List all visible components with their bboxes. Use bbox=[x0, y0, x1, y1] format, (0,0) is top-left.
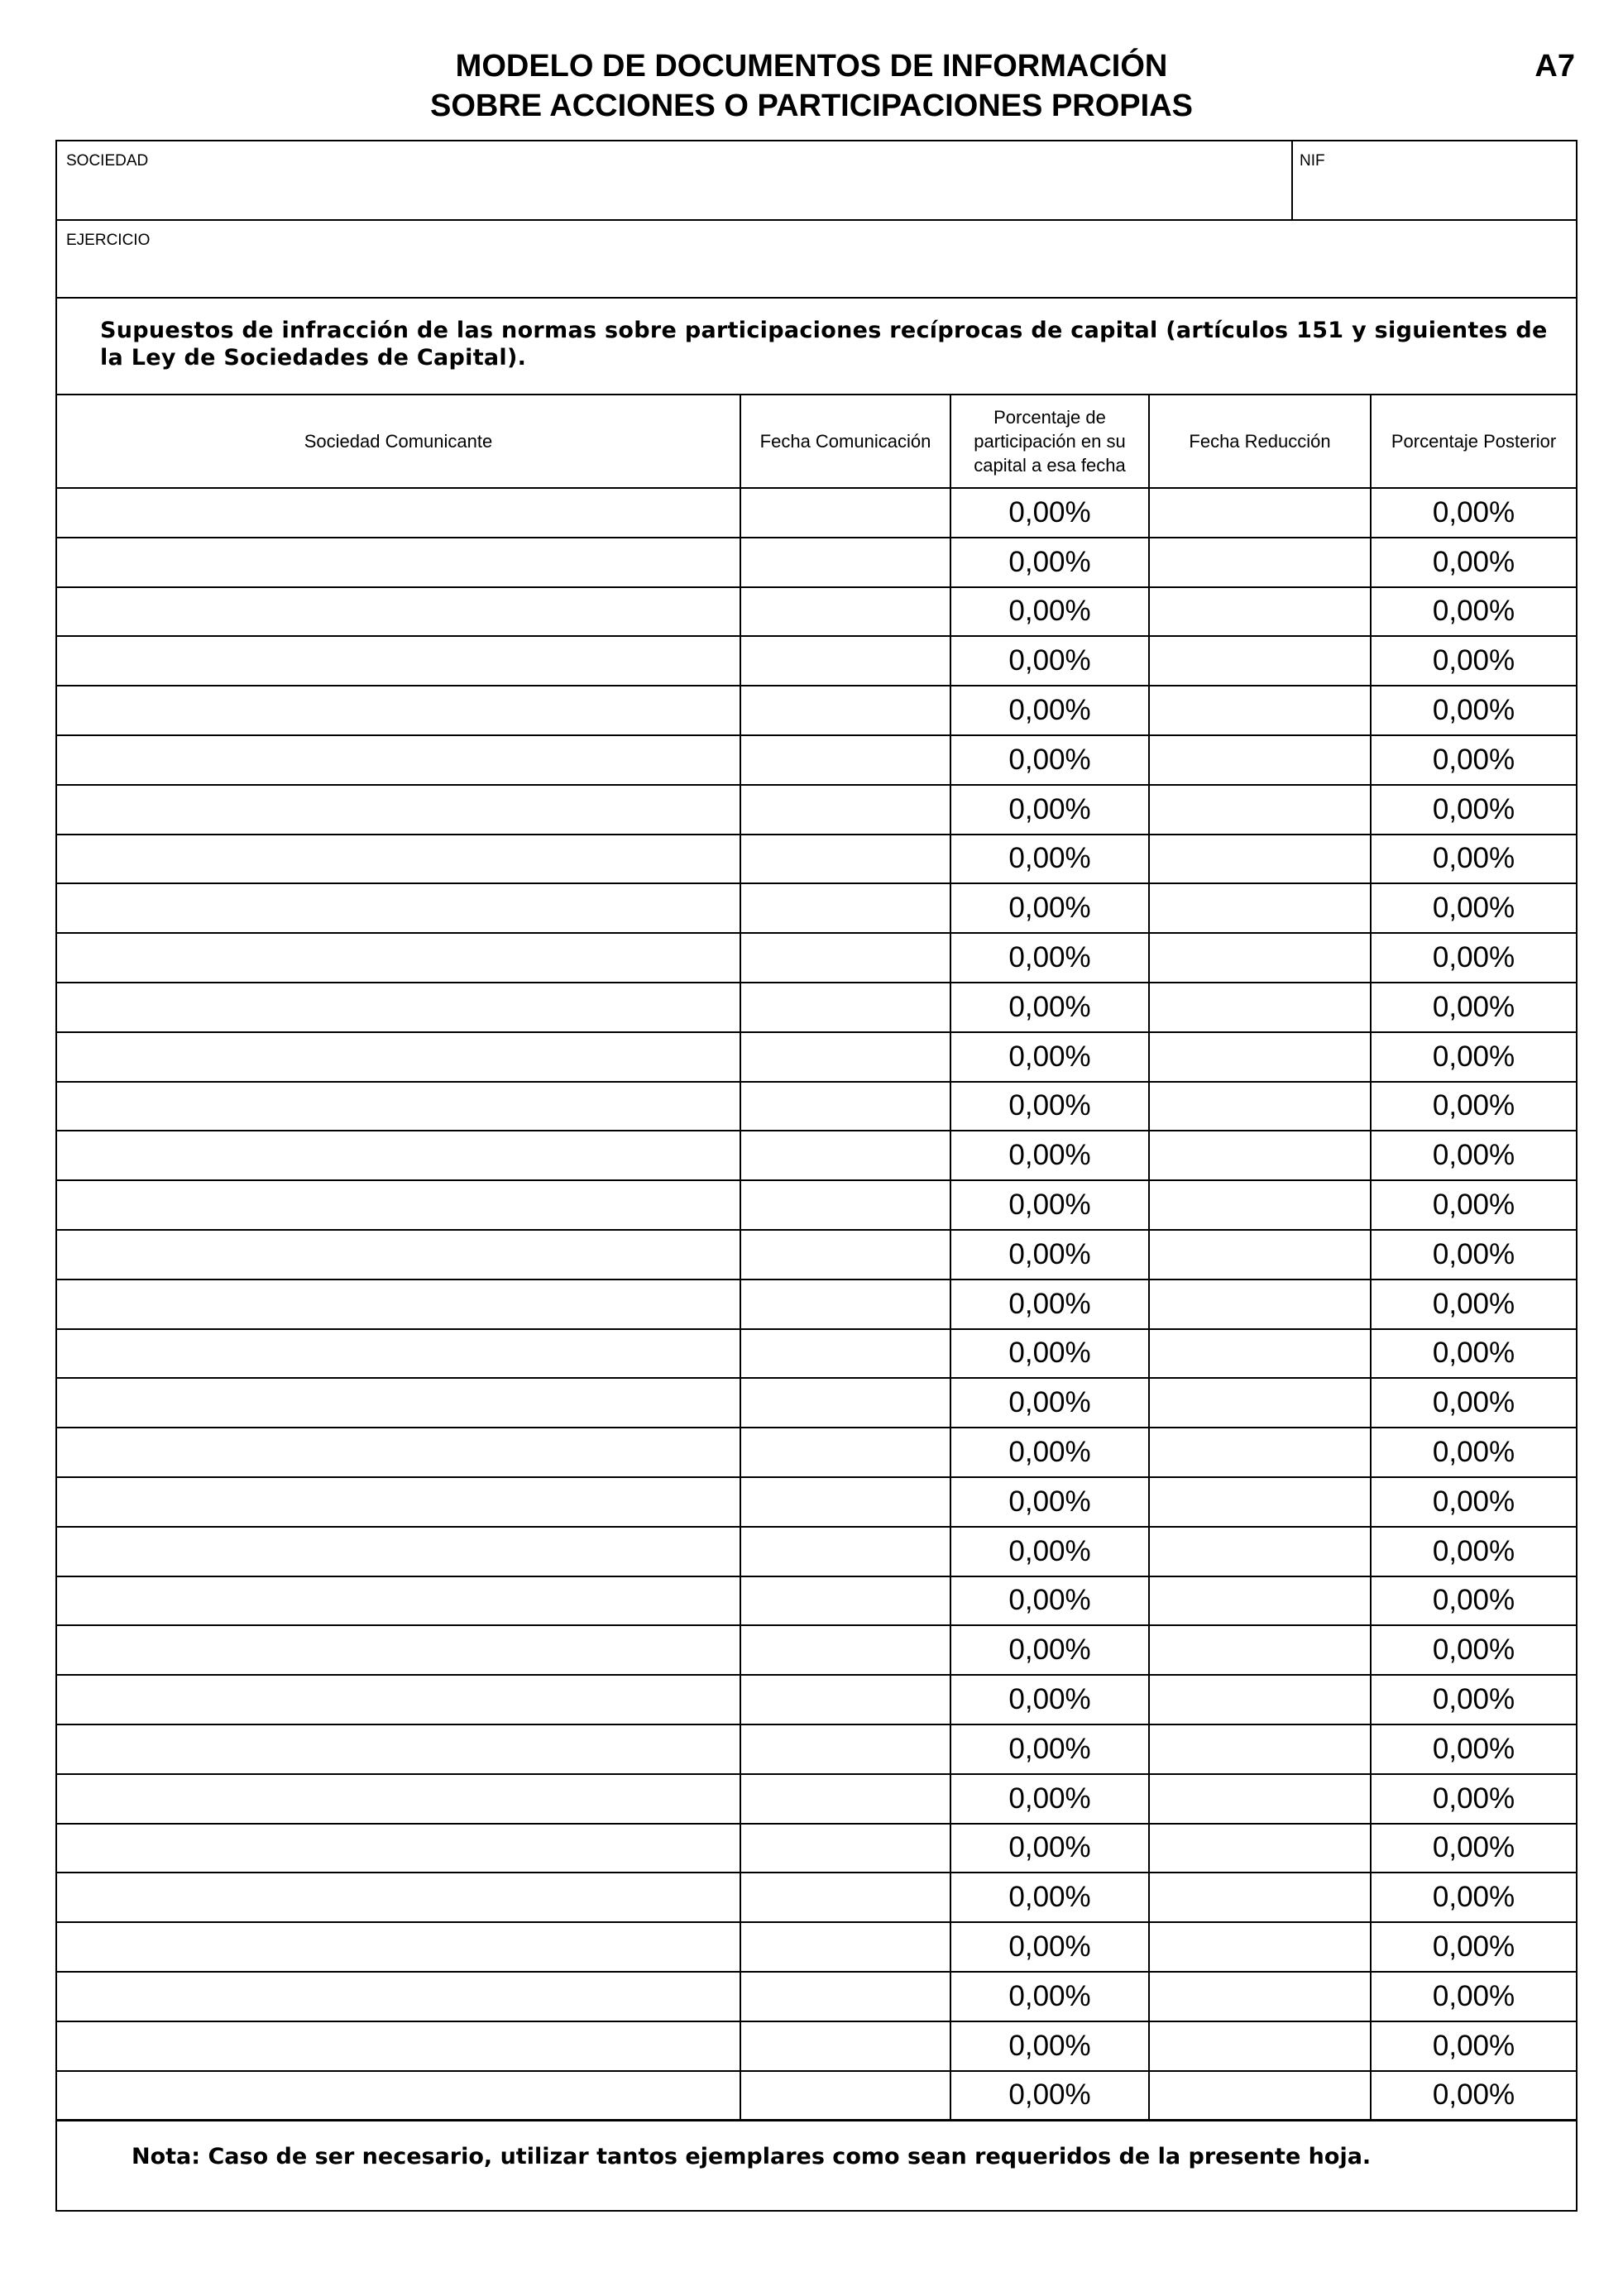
porcentaje-posterior-cell[interactable]: 0,00% bbox=[1371, 1230, 1576, 1280]
porcentaje-posterior-cell[interactable]: 0,00% bbox=[1371, 1032, 1576, 1082]
sociedad-comunicante-cell[interactable] bbox=[57, 1131, 740, 1180]
sociedad-comunicante-cell[interactable] bbox=[57, 1378, 740, 1428]
porcentaje-participacion-cell[interactable]: 0,00% bbox=[950, 1675, 1149, 1724]
fecha-reduccion-cell[interactable] bbox=[1149, 1032, 1371, 1082]
porcentaje-participacion-cell[interactable]: 0,00% bbox=[950, 1329, 1149, 1379]
fecha-comunicacion-cell[interactable] bbox=[740, 1180, 950, 1230]
fecha-reduccion-cell[interactable] bbox=[1149, 686, 1371, 735]
fecha-comunicacion-cell[interactable] bbox=[740, 1625, 950, 1675]
table-row bbox=[57, 1527, 1576, 1576]
table-row bbox=[57, 1922, 1576, 1972]
porcentaje-posterior-cell[interactable]: 0,00% bbox=[1371, 1329, 1576, 1379]
table-row bbox=[57, 587, 1576, 637]
porcentaje-participacion-cell[interactable]: 0,00% bbox=[950, 488, 1149, 538]
porcentaje-posterior-cell[interactable]: 0,00% bbox=[1371, 2021, 1576, 2071]
col-porcentaje-participacion: Porcentaje de participación en su capital a esa fecha bbox=[950, 395, 1149, 488]
fecha-reduccion-cell[interactable] bbox=[1149, 2071, 1371, 2121]
porcentaje-participacion-cell[interactable]: 0,00% bbox=[950, 1625, 1149, 1675]
porcentaje-posterior-cell[interactable]: 0,00% bbox=[1371, 1280, 1576, 1329]
table-row bbox=[57, 983, 1576, 1032]
sociedad-comunicante-cell[interactable] bbox=[57, 785, 740, 835]
sociedad-comunicante-cell[interactable] bbox=[57, 1082, 740, 1131]
porcentaje-posterior-cell[interactable]: 0,00% bbox=[1371, 686, 1576, 735]
fecha-comunicacion-cell[interactable] bbox=[740, 1873, 950, 1922]
fecha-reduccion-cell[interactable] bbox=[1149, 1625, 1371, 1675]
porcentaje-posterior-cell[interactable]: 0,00% bbox=[1371, 1724, 1576, 1774]
table-row bbox=[57, 835, 1576, 884]
porcentaje-posterior-cell[interactable]: 0,00% bbox=[1371, 636, 1576, 686]
fecha-reduccion-cell[interactable] bbox=[1149, 538, 1371, 587]
fecha-reduccion-cell[interactable] bbox=[1149, 587, 1371, 637]
porcentaje-posterior-cell[interactable]: 0,00% bbox=[1371, 933, 1576, 983]
porcentaje-participacion-cell[interactable]: 0,00% bbox=[950, 1873, 1149, 1922]
fecha-comunicacion-cell[interactable] bbox=[740, 1378, 950, 1428]
fecha-reduccion-cell[interactable] bbox=[1149, 785, 1371, 835]
fecha-reduccion-cell[interactable] bbox=[1149, 1675, 1371, 1724]
sociedad-comunicante-cell[interactable] bbox=[57, 1873, 740, 1922]
fecha-comunicacion-cell[interactable] bbox=[740, 1724, 950, 1774]
porcentaje-participacion-cell[interactable]: 0,00% bbox=[950, 933, 1149, 983]
fecha-comunicacion-cell[interactable] bbox=[740, 835, 950, 884]
table-row bbox=[57, 1180, 1576, 1230]
porcentaje-posterior-cell[interactable]: 0,00% bbox=[1371, 1675, 1576, 1724]
table-row bbox=[57, 1675, 1576, 1724]
fecha-reduccion-cell[interactable] bbox=[1149, 1972, 1371, 2021]
porcentaje-posterior-cell[interactable]: 0,00% bbox=[1371, 1082, 1576, 1131]
sociedad-comunicante-cell[interactable] bbox=[57, 1724, 740, 1774]
table-row bbox=[57, 1972, 1576, 2021]
fecha-comunicacion-cell[interactable] bbox=[740, 1527, 950, 1576]
fecha-reduccion-cell[interactable] bbox=[1149, 1230, 1371, 1280]
porcentaje-participacion-cell[interactable]: 0,00% bbox=[950, 1032, 1149, 1082]
porcentaje-posterior-cell[interactable]: 0,00% bbox=[1371, 538, 1576, 587]
fecha-reduccion-cell[interactable] bbox=[1149, 735, 1371, 785]
table-row bbox=[57, 1230, 1576, 1280]
fecha-comunicacion-cell[interactable] bbox=[740, 587, 950, 637]
col-sociedad-comunicante: Sociedad Comunicante bbox=[57, 395, 740, 488]
porcentaje-posterior-cell[interactable]: 0,00% bbox=[1371, 1873, 1576, 1922]
table-row bbox=[57, 1032, 1576, 1082]
fecha-comunicacion-cell[interactable] bbox=[740, 488, 950, 538]
porcentaje-participacion-cell[interactable]: 0,00% bbox=[950, 785, 1149, 835]
porcentaje-posterior-cell[interactable]: 0,00% bbox=[1371, 1774, 1576, 1824]
sociedad-comunicante-cell[interactable] bbox=[57, 538, 740, 587]
table-row bbox=[57, 785, 1576, 835]
table-row bbox=[57, 686, 1576, 735]
porcentaje-posterior-cell[interactable]: 0,00% bbox=[1371, 1527, 1576, 1576]
porcentaje-posterior-cell[interactable]: 0,00% bbox=[1371, 983, 1576, 1032]
fecha-reduccion-cell[interactable] bbox=[1149, 1724, 1371, 1774]
fecha-comunicacion-cell[interactable] bbox=[740, 1576, 950, 1626]
table-row bbox=[57, 1378, 1576, 1428]
fecha-reduccion-cell[interactable] bbox=[1149, 1082, 1371, 1131]
fecha-comunicacion-cell[interactable] bbox=[740, 1280, 950, 1329]
fecha-comunicacion-cell[interactable] bbox=[740, 538, 950, 587]
fecha-reduccion-cell[interactable] bbox=[1149, 2021, 1371, 2071]
porcentaje-posterior-cell[interactable]: 0,00% bbox=[1371, 1477, 1576, 1527]
table-row bbox=[57, 636, 1576, 686]
sociedad-comunicante-cell[interactable] bbox=[57, 883, 740, 933]
table-row bbox=[57, 735, 1576, 785]
title-line-2: SOBRE ACCIONES O PARTICIPACIONES PROPIAS bbox=[430, 88, 1193, 123]
porcentaje-participacion-cell[interactable]: 0,00% bbox=[950, 1724, 1149, 1774]
sociedad-row bbox=[57, 141, 1576, 221]
fecha-comunicacion-cell[interactable] bbox=[740, 1131, 950, 1180]
porcentaje-participacion-cell[interactable]: 0,00% bbox=[950, 1972, 1149, 2021]
fecha-comunicacion-cell[interactable] bbox=[740, 1922, 950, 1972]
porcentaje-posterior-cell[interactable]: 0,00% bbox=[1371, 1824, 1576, 1873]
fecha-comunicacion-cell[interactable] bbox=[740, 1824, 950, 1873]
porcentaje-participacion-cell[interactable]: 0,00% bbox=[950, 1378, 1149, 1428]
porcentaje-posterior-cell[interactable]: 0,00% bbox=[1371, 835, 1576, 884]
fecha-comunicacion-cell[interactable] bbox=[740, 735, 950, 785]
col-fecha-reduccion: Fecha Reducción bbox=[1149, 395, 1371, 488]
fecha-reduccion-cell[interactable] bbox=[1149, 488, 1371, 538]
sociedad-comunicante-cell[interactable] bbox=[57, 1230, 740, 1280]
fecha-comunicacion-cell[interactable] bbox=[740, 1230, 950, 1280]
porcentaje-posterior-cell[interactable]: 0,00% bbox=[1371, 488, 1576, 538]
porcentaje-participacion-cell[interactable]: 0,00% bbox=[950, 2071, 1149, 2121]
porcentaje-participacion-cell[interactable]: 0,00% bbox=[950, 1527, 1149, 1576]
fecha-reduccion-cell[interactable] bbox=[1149, 835, 1371, 884]
sociedad-comunicante-cell[interactable] bbox=[57, 2021, 740, 2071]
sociedad-comunicante-cell[interactable] bbox=[57, 1477, 740, 1527]
fecha-comunicacion-cell[interactable] bbox=[740, 1329, 950, 1379]
fecha-reduccion-cell[interactable] bbox=[1149, 1378, 1371, 1428]
fecha-comunicacion-cell[interactable] bbox=[740, 636, 950, 686]
porcentaje-participacion-cell[interactable]: 0,00% bbox=[950, 735, 1149, 785]
table-row bbox=[57, 933, 1576, 983]
sociedad-comunicante-cell[interactable] bbox=[57, 1576, 740, 1626]
table-row bbox=[57, 1625, 1576, 1675]
fecha-comunicacion-cell[interactable] bbox=[740, 686, 950, 735]
porcentaje-participacion-cell[interactable]: 0,00% bbox=[950, 1576, 1149, 1626]
form-code: A7 bbox=[1534, 49, 1575, 84]
sociedad-comunicante-cell[interactable] bbox=[57, 686, 740, 735]
porcentaje-participacion-cell[interactable]: 0,00% bbox=[950, 1428, 1149, 1477]
sociedad-comunicante-cell[interactable] bbox=[57, 1824, 740, 1873]
porcentaje-participacion-cell[interactable]: 0,00% bbox=[950, 1131, 1149, 1180]
porcentaje-participacion-cell[interactable]: 0,00% bbox=[950, 686, 1149, 735]
porcentaje-participacion-cell[interactable]: 0,00% bbox=[950, 1230, 1149, 1280]
fecha-reduccion-cell[interactable] bbox=[1149, 933, 1371, 983]
table-row bbox=[57, 1774, 1576, 1824]
ejercicio-row[interactable] bbox=[57, 221, 1576, 299]
table-row bbox=[57, 488, 1576, 538]
porcentaje-participacion-cell[interactable]: 0,00% bbox=[950, 835, 1149, 884]
porcentaje-participacion-cell[interactable]: 0,00% bbox=[950, 1824, 1149, 1873]
porcentaje-posterior-cell[interactable]: 0,00% bbox=[1371, 1972, 1576, 2021]
fecha-comunicacion-cell[interactable] bbox=[740, 933, 950, 983]
porcentaje-participacion-cell[interactable]: 0,00% bbox=[950, 1477, 1149, 1527]
porcentaje-participacion-cell[interactable]: 0,00% bbox=[950, 1082, 1149, 1131]
porcentaje-participacion-cell[interactable]: 0,00% bbox=[950, 587, 1149, 637]
fecha-reduccion-cell[interactable] bbox=[1149, 1527, 1371, 1576]
fecha-reduccion-cell[interactable] bbox=[1149, 1428, 1371, 1477]
porcentaje-participacion-cell[interactable]: 0,00% bbox=[950, 1774, 1149, 1824]
table-row bbox=[57, 1724, 1576, 1774]
sociedad-comunicante-cell[interactable] bbox=[57, 735, 740, 785]
porcentaje-posterior-cell[interactable]: 0,00% bbox=[1371, 587, 1576, 637]
fecha-reduccion-cell[interactable] bbox=[1149, 983, 1371, 1032]
sociedad-comunicante-cell[interactable] bbox=[57, 1280, 740, 1329]
table-row bbox=[57, 2021, 1576, 2071]
table-row bbox=[57, 1329, 1576, 1379]
porcentaje-posterior-cell[interactable]: 0,00% bbox=[1371, 1625, 1576, 1675]
fecha-comunicacion-cell[interactable] bbox=[740, 2071, 950, 2121]
sociedad-comunicante-cell[interactable] bbox=[57, 1625, 740, 1675]
sociedad-comunicante-cell[interactable] bbox=[57, 1774, 740, 1824]
participations-table bbox=[57, 395, 1576, 2121]
fecha-reduccion-cell[interactable] bbox=[1149, 1922, 1371, 1972]
table-row bbox=[57, 1082, 1576, 1131]
sociedad-comunicante-cell[interactable] bbox=[57, 983, 740, 1032]
sociedad-comunicante-cell[interactable] bbox=[57, 587, 740, 637]
sociedad-comunicante-cell[interactable] bbox=[57, 1922, 740, 1972]
fecha-comunicacion-cell[interactable] bbox=[740, 983, 950, 1032]
sociedad-comunicante-cell[interactable] bbox=[57, 1180, 740, 1230]
nif-label: NIF bbox=[1300, 152, 1325, 170]
footnote: Nota: Caso de ser necesario, utilizar tantos ejemplares como sean requeridos de la presente hoja. bbox=[132, 2144, 1372, 2169]
page-title bbox=[0, 46, 1623, 126]
porcentaje-participacion-cell[interactable]: 0,00% bbox=[950, 983, 1149, 1032]
table-row bbox=[57, 1873, 1576, 1922]
table-header-row bbox=[57, 395, 1576, 488]
form-frame bbox=[55, 140, 1578, 2212]
sociedad-comunicante-cell[interactable] bbox=[57, 1329, 740, 1379]
fecha-reduccion-cell[interactable] bbox=[1149, 1576, 1371, 1626]
sociedad-comunicante-cell[interactable] bbox=[57, 1972, 740, 2021]
porcentaje-participacion-cell[interactable]: 0,00% bbox=[950, 636, 1149, 686]
fecha-reduccion-cell[interactable] bbox=[1149, 1131, 1371, 1180]
porcentaje-participacion-cell[interactable]: 0,00% bbox=[950, 883, 1149, 933]
ejercicio-label: EJERCICIO bbox=[66, 232, 151, 249]
table-row bbox=[57, 1576, 1576, 1626]
section-text: Supuestos de infracción de las normas sobre participaciones recíprocas de capital (artículos 151 y siguientes de la Ley de Sociedades de Capital). bbox=[100, 318, 1548, 371]
fecha-comunicacion-cell[interactable] bbox=[740, 1972, 950, 2021]
fecha-reduccion-cell[interactable] bbox=[1149, 636, 1371, 686]
table-row bbox=[57, 538, 1576, 587]
fecha-reduccion-cell[interactable] bbox=[1149, 1477, 1371, 1527]
fecha-reduccion-cell[interactable] bbox=[1149, 1280, 1371, 1329]
table-row bbox=[57, 1477, 1576, 1527]
nif-cell[interactable] bbox=[1291, 141, 1293, 219]
fecha-comunicacion-cell[interactable] bbox=[740, 1082, 950, 1131]
sociedad-comunicante-cell[interactable] bbox=[57, 1675, 740, 1724]
fecha-comunicacion-cell[interactable] bbox=[740, 883, 950, 933]
fecha-comunicacion-cell[interactable] bbox=[740, 1477, 950, 1527]
porcentaje-posterior-cell[interactable]: 0,00% bbox=[1371, 1180, 1576, 1230]
col-fecha-comunicacion: Fecha Comunicación bbox=[740, 395, 950, 488]
porcentaje-posterior-cell[interactable]: 0,00% bbox=[1371, 1378, 1576, 1428]
fecha-comunicacion-cell[interactable] bbox=[740, 2021, 950, 2071]
sociedad-comunicante-cell[interactable] bbox=[57, 1527, 740, 1576]
fecha-comunicacion-cell[interactable] bbox=[740, 1774, 950, 1824]
porcentaje-participacion-cell[interactable]: 0,00% bbox=[950, 1922, 1149, 1972]
porcentaje-participacion-cell[interactable]: 0,00% bbox=[950, 1180, 1149, 1230]
sociedad-comunicante-cell[interactable] bbox=[57, 636, 740, 686]
sociedad-label: SOCIEDAD bbox=[66, 152, 149, 170]
porcentaje-participacion-cell[interactable]: 0,00% bbox=[950, 538, 1149, 587]
fecha-reduccion-cell[interactable] bbox=[1149, 1824, 1371, 1873]
table-row bbox=[57, 2071, 1576, 2121]
sociedad-comunicante-cell[interactable] bbox=[57, 488, 740, 538]
fecha-reduccion-cell[interactable] bbox=[1149, 1873, 1371, 1922]
sociedad-comunicante-cell[interactable] bbox=[57, 835, 740, 884]
sociedad-comunicante-cell[interactable] bbox=[57, 933, 740, 983]
title-line-1: MODELO DE DOCUMENTOS DE INFORMACIÓN bbox=[455, 49, 1168, 84]
table-row bbox=[57, 1824, 1576, 1873]
table-row bbox=[57, 1428, 1576, 1477]
porcentaje-posterior-cell[interactable]: 0,00% bbox=[1371, 1428, 1576, 1477]
porcentaje-posterior-cell[interactable]: 0,00% bbox=[1371, 785, 1576, 835]
fecha-reduccion-cell[interactable] bbox=[1149, 883, 1371, 933]
table-row bbox=[57, 1131, 1576, 1180]
porcentaje-posterior-cell[interactable]: 0,00% bbox=[1371, 1576, 1576, 1626]
porcentaje-participacion-cell[interactable]: 0,00% bbox=[950, 2021, 1149, 2071]
fecha-comunicacion-cell[interactable] bbox=[740, 1675, 950, 1724]
table-row bbox=[57, 1280, 1576, 1329]
fecha-reduccion-cell[interactable] bbox=[1149, 1329, 1371, 1379]
porcentaje-posterior-cell[interactable]: 0,00% bbox=[1371, 1922, 1576, 1972]
table-row bbox=[57, 883, 1576, 933]
fecha-comunicacion-cell[interactable] bbox=[740, 1032, 950, 1082]
col-porcentaje-posterior: Porcentaje Posterior bbox=[1371, 395, 1576, 488]
porcentaje-posterior-cell[interactable]: 0,00% bbox=[1371, 735, 1576, 785]
porcentaje-posterior-cell[interactable]: 0,00% bbox=[1371, 2071, 1576, 2121]
fecha-comunicacion-cell[interactable] bbox=[740, 785, 950, 835]
fecha-comunicacion-cell[interactable] bbox=[740, 1428, 950, 1477]
sociedad-comunicante-cell[interactable] bbox=[57, 1032, 740, 1082]
section-heading bbox=[57, 299, 1576, 395]
fecha-reduccion-cell[interactable] bbox=[1149, 1180, 1371, 1230]
porcentaje-participacion-cell[interactable]: 0,00% bbox=[950, 1280, 1149, 1329]
porcentaje-posterior-cell[interactable]: 0,00% bbox=[1371, 1131, 1576, 1180]
porcentaje-posterior-cell[interactable]: 0,00% bbox=[1371, 883, 1576, 933]
sociedad-comunicante-cell[interactable] bbox=[57, 1428, 740, 1477]
fecha-reduccion-cell[interactable] bbox=[1149, 1774, 1371, 1824]
sociedad-comunicante-cell[interactable] bbox=[57, 2071, 740, 2121]
